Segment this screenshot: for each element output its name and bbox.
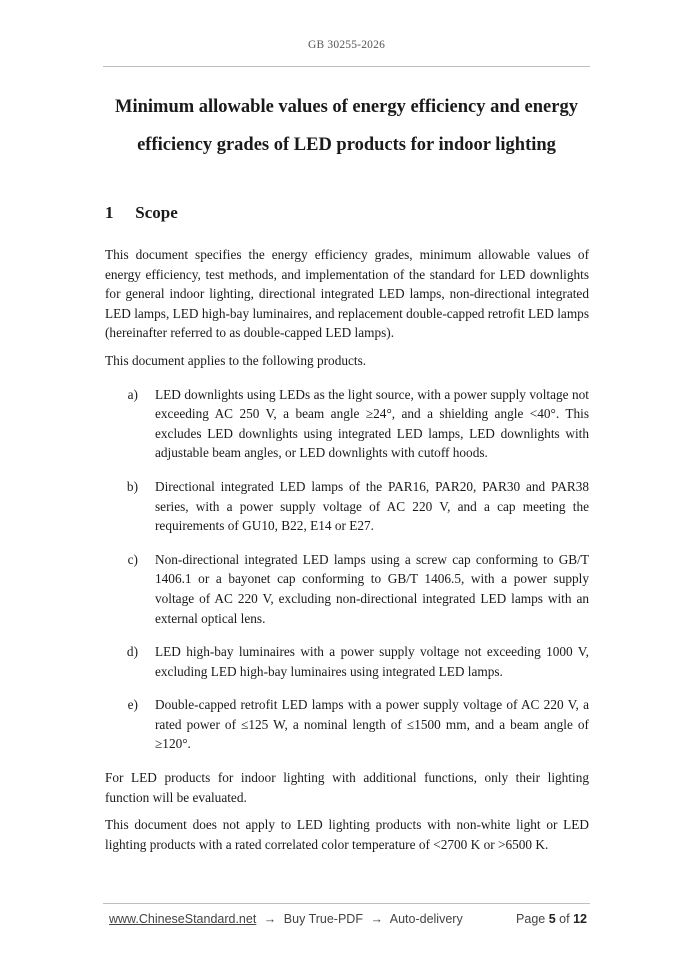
scope-paragraph-3: For LED products for indoor lighting with additional functions, only their lighting function will be evaluated.: [105, 770, 589, 805]
scope-body: [105, 245, 589, 862]
list-marker: a): [127, 386, 138, 402]
header-divider: [103, 66, 590, 67]
page-of: of: [559, 912, 570, 926]
footer-divider: [103, 903, 590, 904]
document-title: [103, 88, 590, 164]
list-marker: d): [126, 644, 138, 660]
list-item: [105, 385, 589, 463]
list-marker: c): [127, 551, 138, 567]
list-item: [105, 477, 589, 536]
title-line-1: Minimum allowable values of energy efficiency and energy: [115, 97, 578, 117]
page-current: 5: [548, 912, 556, 926]
footer-links: [109, 912, 463, 926]
list-item-text: Directional integrated LED lamps of the PAR16, PAR20, PAR30 and PAR38 series, with a power supply voltage of AC 220 V, and a cap meeting the requirements of GU10, B22, E14 or E27.: [155, 478, 589, 534]
scope-paragraph-4: This document does not apply to LED lighting products with non-white light or LED lighting products with a rated correlated color temperature of <2700 K or >6500 K.: [105, 817, 589, 852]
list-item: [105, 642, 589, 681]
site-link[interactable]: www.ChineseStandard.net: [109, 912, 257, 926]
list-item-text: LED high-bay luminaires with a power supply voltage not exceeding 1000 V, excluding LED high-bay luminaires using integrated LED lamps.: [155, 644, 589, 679]
section-number: 1: [105, 203, 114, 222]
list-item-text: LED downlights using LEDs as the light source, with a power supply voltage not exceeding AC 250 V, a beam angle ≥24°, and a shielding angle <40°. This excludes LED downlights using integrated LED lamps, LED downlights with adjustable beam angles, or LED downlights with cutoff hoods.: [155, 386, 589, 461]
scope-paragraph-2: This document applies to the following products.: [105, 352, 367, 368]
list-marker: b): [126, 478, 138, 494]
page-total: 12: [573, 912, 587, 926]
arrow-right-icon: →: [370, 912, 383, 926]
list-item-text: Non-directional integrated LED lamps using a screw cap conforming to GB/T 1406.1 or a bayonet cap conforming to GB/T 1406.5, with a power supply voltage of AC 220 V, excluding non-directional integrated LED lamps with an external optical lens.: [155, 551, 589, 626]
product-list: [105, 385, 589, 755]
scope-paragraph-1: This document specifies the energy efficiency grades, minimum allowable values of energy efficiency, test methods, and implementation of the standard for LED downlights for general indoor lighting, directional integrated LED lamps, non-directional integrated LED lamps, LED high-bay luminaires, and replacement double-capped retrofit LED lamps (hereinafter referred to as double-capped LED lamps).: [105, 247, 589, 341]
title-line-2: efficiency grades of LED products for indoor lighting: [137, 135, 556, 155]
list-item: [105, 550, 589, 628]
page-indicator: [516, 912, 587, 926]
auto-delivery-text: Auto-delivery: [389, 912, 463, 926]
section-heading-scope: [105, 203, 178, 223]
page-word: Page: [516, 912, 546, 926]
section-title: Scope: [135, 203, 178, 222]
buy-pdf-text: Buy True-PDF: [283, 912, 363, 926]
page-footer: [109, 912, 587, 926]
list-marker: e): [127, 697, 138, 713]
list-item-text: Double-capped retrofit LED lamps with a power supply voltage of AC 220 V, a rated power of ≤125 W, a nominal length of ≤1500 mm, and a beam angle of ≥120°.: [155, 697, 589, 752]
standard-code: GB 30255-2026: [307, 39, 386, 51]
document-header: [0, 39, 693, 51]
arrow-right-icon: →: [263, 912, 277, 926]
list-item: [105, 695, 589, 754]
